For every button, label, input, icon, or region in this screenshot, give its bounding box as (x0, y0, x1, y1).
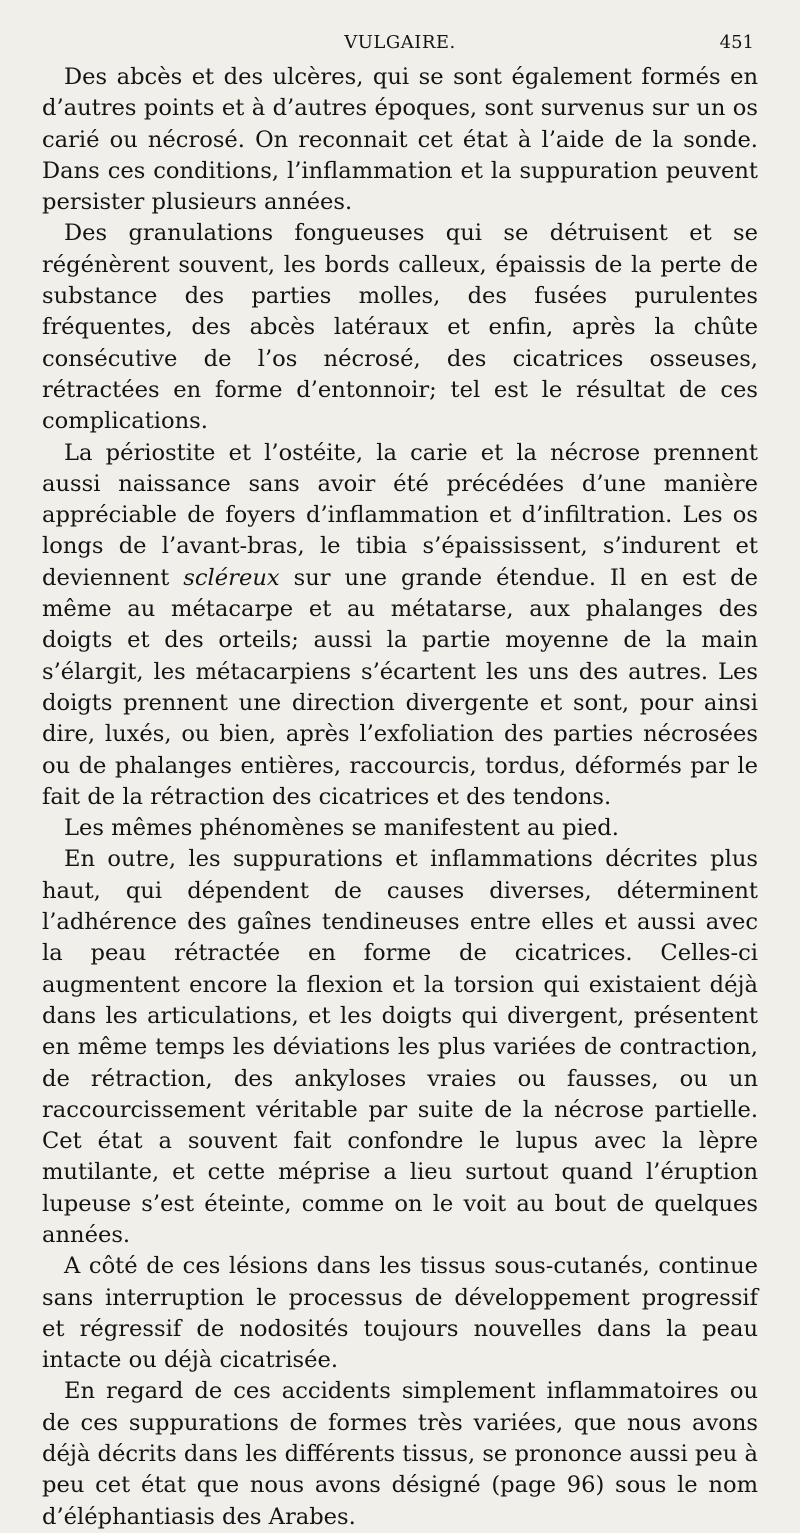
paragraph (42, 438, 758, 814)
page-number: 451 (719, 32, 754, 53)
paragraph: A côté de ces lésions dans les tissus sous-cutanés, continue sans interruption le processus de développement progressif et régressif de nodosités toujours nouvelles dans la peau intacte ou déjà cicatrisée. (42, 1253, 758, 1374)
body-text (42, 62, 758, 1533)
running-title: VULGAIRE. (344, 32, 456, 53)
paragraph: Des abcès et des ulcères, qui se sont également formés en d’autres points et à d’autres époques, sont survenus sur un os carié ou nécrosé. On reconnait cet état à l’aide de la sonde. Dans ces conditions, l’inflammation et la suppuration peuvent persister plusieurs années. (42, 64, 758, 216)
running-header (42, 32, 758, 62)
paragraph-text: La périostite et l’ostéite, la carie et la nécrose prennent aussi naissance sans avoir été précédées d’une manière appréciable de foyers d’inflammation et d’infiltration. Les os longs de l’avant-bras, le tibia s’épaississent, s’indurent et deviennent (42, 439, 758, 591)
paragraph: Les mêmes phénomènes se manifestent au pied. (64, 815, 619, 842)
paragraph: Des granulations fongueuses qui se détruisent et se régénèrent souvent, les bords calleux, épaissis de la perte de substance des parties molles, des fusées purulentes fréquentes, des abcès latéraux et enfin, après la chûte consécutive de l’os nécrosé, des cicatrices osseuses, rétractées en forme d’entonnoir; tel est le résultat de ces complications. (42, 220, 758, 435)
paragraph: En outre, les suppurations et inflammations décrites plus haut, qui dépendent de causes diverses, déterminent l’adhérence des gaînes tendineuses entre elles et aussi avec la peau rétractée en forme de cicatrices. Celles-ci augmentent encore la flexion et la torsion qui existaient déjà dans les articulations, et les doigts qui divergent, présentent en même temps les déviations les plus variées de contraction, de rétraction, des ankyloses vraies ou fausses, ou un raccourcissement véritable par suite de la nécrose partielle. Cet état a souvent fait confondre le lupus avec la lèpre mutilante, et cette méprise a lieu surtout quand l’éruption lupeuse s’est éteinte, comme on le voit au bout de quelques années. (42, 846, 758, 1248)
paragraph: En regard de ces accidents simplement inflammatoires ou de ces suppurations de formes très variées, que nous avons déjà décrits dans les différents tissus, se prononce aussi peu à peu cet état que nous avons désigné (page 96) sous le nom d’éléphantiasis des Arabes. (42, 1378, 758, 1530)
paragraph-text: sur une grande étendue. Il en est de même au métacarpe et au métatarse, aux phalanges des doigts et des orteils; aussi la partie moyenne de la main s’élargit, les métacarpiens s’écartent les uns des autres. Les doigts prennent une direction divergente et sont, pour ainsi dire, luxés, ou bien, après l’exfoliation des parties nécrosées ou de phalanges entières, raccourcis, tordus, déformés par le fait de la rétraction des cicatrices et des tendons. (42, 564, 758, 810)
italic-term: scléreux (183, 564, 280, 591)
